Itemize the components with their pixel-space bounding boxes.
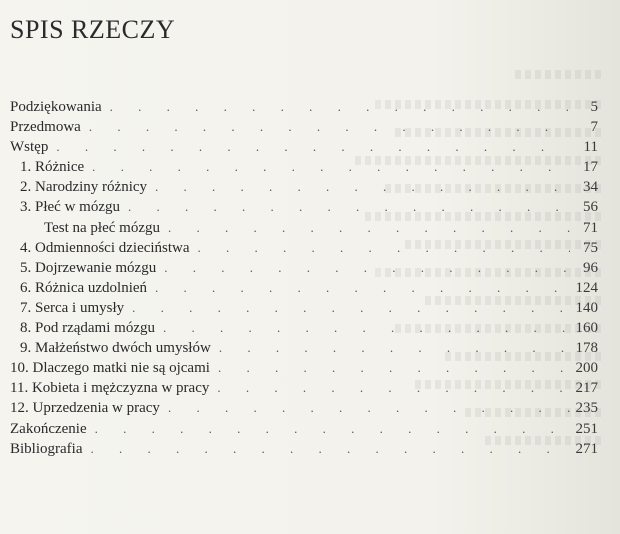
toc-entry-page-number: 178 bbox=[575, 340, 598, 357]
toc-entry-page-number: 96 bbox=[583, 259, 598, 276]
toc-entry bbox=[10, 318, 598, 338]
dot-leader bbox=[128, 197, 570, 217]
toc-entry-page-number: 34 bbox=[583, 179, 598, 196]
toc-entry bbox=[10, 177, 598, 197]
toc-entry bbox=[10, 298, 598, 318]
dot-leader bbox=[92, 157, 570, 177]
toc-entry bbox=[10, 97, 598, 117]
toc-entry bbox=[10, 218, 598, 238]
dot-leader bbox=[217, 378, 569, 398]
toc-entry-title: 12. Uprzedzenia w pracy bbox=[10, 400, 160, 417]
toc-entry-title: Wstęp bbox=[10, 139, 49, 156]
toc-entry-page-number: 11 bbox=[583, 139, 598, 156]
toc-entry-page-number: 56 bbox=[583, 199, 598, 216]
toc-entry-title: Podziękowania bbox=[10, 99, 102, 115]
dot-leader bbox=[110, 97, 570, 117]
toc-entry-title: Bibliografia bbox=[10, 440, 83, 457]
dot-leader bbox=[164, 258, 570, 278]
toc-entry bbox=[10, 117, 598, 137]
toc-entry-page-number: 235 bbox=[575, 400, 598, 417]
dot-leader bbox=[155, 177, 570, 197]
toc-entry bbox=[10, 439, 598, 459]
toc-entry bbox=[10, 278, 598, 298]
toc-entry-page-number: 251 bbox=[575, 420, 598, 437]
toc-entry-page-number: 5 bbox=[590, 99, 598, 115]
dot-leader bbox=[89, 117, 570, 137]
toc-entry-title: 2. Narodziny różnicy bbox=[20, 179, 148, 196]
toc-entry-title: 8. Pod rządami mózgu bbox=[20, 320, 155, 337]
toc-entry bbox=[10, 157, 598, 177]
toc-entry-title: 10. Dlaczego matki nie są ojcami bbox=[10, 360, 210, 377]
toc-entry-title: 7. Serca i umysły bbox=[20, 299, 125, 316]
toc-entry bbox=[10, 338, 598, 358]
toc-entry-page-number: 71 bbox=[583, 219, 598, 236]
toc-entry-title: 11. Kobieta i mężczyzna w pracy bbox=[10, 380, 210, 397]
dot-leader bbox=[95, 419, 570, 439]
dot-leader bbox=[163, 318, 570, 338]
toc-entry bbox=[10, 197, 598, 217]
toc-entry-page-number: 140 bbox=[575, 299, 598, 316]
table-of-contents bbox=[10, 97, 598, 459]
toc-entry bbox=[10, 238, 598, 258]
toc-entry-title: 1. Różnice bbox=[20, 159, 85, 176]
page-title: SPIS RZECZY bbox=[10, 15, 176, 44]
toc-entry-page-number: 160 bbox=[575, 320, 598, 337]
dot-leader bbox=[219, 338, 570, 358]
dot-leader bbox=[198, 238, 570, 258]
toc-entry-title: 4. Odmienności dzieciństwa bbox=[20, 239, 190, 256]
toc-entry-page-number: 17 bbox=[583, 159, 598, 176]
toc-entry bbox=[10, 378, 598, 398]
toc-entry bbox=[10, 398, 598, 418]
toc-entry-page-number: 124 bbox=[575, 279, 598, 296]
toc-entry-title: 6. Różnica uzdolnień bbox=[20, 279, 148, 296]
toc-entry-title: Przedmowa bbox=[10, 119, 81, 136]
dot-leader bbox=[218, 358, 570, 378]
toc-entry-title: 9. Małżeństwo dwóch umysłów bbox=[20, 340, 211, 357]
dot-leader bbox=[168, 218, 570, 238]
toc-entry bbox=[10, 358, 598, 378]
toc-entry bbox=[10, 137, 598, 157]
toc-entry-title: 3. Płeć w mózgu bbox=[20, 199, 120, 216]
toc-entry bbox=[10, 419, 598, 439]
dot-leader bbox=[56, 137, 570, 157]
dot-leader bbox=[90, 439, 569, 459]
toc-entry-page-number: 200 bbox=[575, 360, 598, 377]
dot-leader bbox=[168, 398, 570, 418]
toc-entry-page-number: 7 bbox=[590, 119, 598, 136]
toc-entry-title: Zakończenie bbox=[10, 420, 87, 437]
toc-entry-page-number: 217 bbox=[575, 380, 598, 397]
toc-entry bbox=[10, 258, 598, 278]
dot-leader bbox=[132, 298, 569, 318]
toc-entry-page-number: 271 bbox=[575, 440, 598, 457]
toc-entry-title: 5. Dojrzewanie mózgu bbox=[20, 259, 157, 276]
toc-entry-title: Test na płeć mózgu bbox=[44, 219, 160, 236]
toc-entry-page-number: 75 bbox=[583, 239, 598, 256]
dot-leader bbox=[155, 278, 569, 298]
